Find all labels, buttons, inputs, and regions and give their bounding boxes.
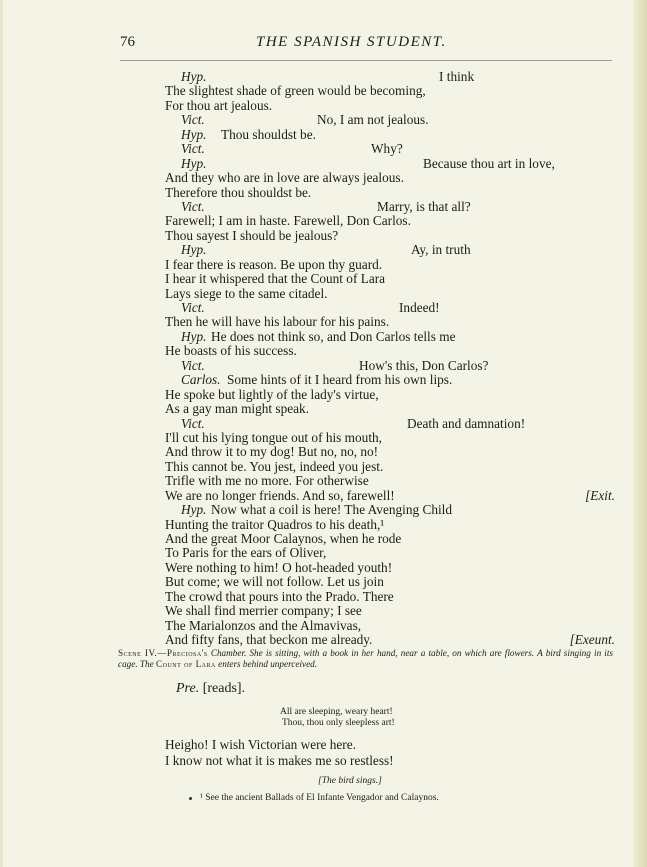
verse-text: We shall find merrier company; I see	[165, 603, 362, 619]
verse-line	[165, 272, 615, 286]
prose-block	[165, 737, 394, 769]
song-line: Thou, thou only sleepless art!	[282, 718, 395, 728]
verse-line	[165, 546, 615, 560]
verse-text: I'll cut his lying tongue out of his mouth,	[165, 429, 382, 445]
verse-text: I think	[439, 69, 475, 84]
stage-exit: [Exeunt.	[569, 632, 615, 648]
verse-line	[165, 243, 615, 257]
speaker-name: Vict.	[181, 141, 205, 157]
scene-description: Chamber. She is sitting, with a book in her hand, near a table, on which are flowers. A bird singing in its cage. The	[118, 648, 613, 669]
song-verse	[280, 707, 395, 729]
verse-line	[165, 402, 615, 416]
verse-text: Marry, is that all?	[377, 198, 471, 214]
verse-text: Indeed!	[399, 300, 440, 315]
verse-line	[165, 330, 615, 344]
speaker-name: Vict.	[181, 198, 205, 214]
verse-text: Some hints of it I heard from his own lips.	[227, 372, 453, 388]
verse-line	[165, 431, 615, 445]
verse-text: He does not think so, and Don Carlos tells me	[211, 328, 456, 344]
speaker-preciosa-reads	[176, 681, 245, 697]
verse-line	[165, 200, 615, 214]
scene-description-end: enters behind unperceived.	[215, 659, 318, 669]
verse-text: And fifty fans, that beckon me already.	[165, 632, 373, 648]
verse-line	[165, 503, 615, 517]
verse-text: For thou art jealous.	[165, 97, 273, 113]
verse-line	[165, 301, 615, 315]
verse-text: I fear there is reason. Be upon thy guard.	[165, 256, 383, 272]
speaker-action: [reads].	[202, 681, 246, 696]
verse-text: No, I am not jealous.	[317, 112, 429, 128]
verse-line	[165, 344, 615, 358]
speaker-name: Vict.	[181, 357, 205, 373]
verse-line	[165, 142, 615, 156]
verse-line	[165, 489, 615, 503]
verse-line	[165, 157, 615, 171]
verse-line	[165, 373, 615, 387]
verse-line	[165, 575, 615, 589]
verse-line	[165, 359, 615, 373]
verse-text: Ay, in truth	[411, 242, 471, 258]
speaker-name: Hyp.	[181, 69, 207, 84]
speaker-name: Vict.	[181, 300, 205, 315]
page-edge-left	[0, 0, 3, 867]
verse-line	[165, 287, 615, 301]
speaker-name: Vict.	[181, 112, 205, 128]
verse-text: We are no longer friends. And so, farewell!	[165, 487, 395, 503]
speaker-name: Hyp.	[181, 328, 207, 344]
scene-heading	[118, 648, 613, 670]
verse-line	[165, 84, 615, 98]
verse-line	[165, 315, 615, 329]
verse-text: Farewell; I am in haste. Farewell, Don Carlos.	[165, 213, 411, 229]
verse-line	[165, 99, 615, 113]
speaker-name: Hyp.	[181, 155, 207, 171]
verse-text: Now what a coil is here! The Avenging Child	[211, 502, 453, 518]
verse-line	[165, 561, 615, 575]
scene-character: Count of Lara	[156, 659, 216, 669]
verse-line	[165, 532, 615, 546]
speaker-name: Hyp.	[181, 502, 207, 518]
verse-line	[165, 214, 615, 228]
verse-text: Death and damnation!	[407, 415, 526, 431]
verse-text: Thou sayest I should be jealous?	[165, 227, 339, 243]
verse-text: Why?	[371, 141, 403, 157]
verse-text: And they who are in love are always jealous.	[165, 170, 404, 186]
header-rule	[120, 60, 612, 61]
verse-line	[165, 460, 615, 474]
speaker-name: Pre.	[176, 681, 200, 696]
verse-text: Therefore thou shouldst be.	[165, 184, 312, 200]
verse-line	[165, 171, 615, 185]
prose-line: I know not what it is makes me so restless!	[165, 753, 394, 768]
verse-text: Trifle with me no more. For otherwise	[165, 473, 369, 489]
verse-text: Then he will have his labour for his pains.	[165, 314, 390, 330]
verse-line	[165, 590, 615, 604]
verse-line	[165, 633, 615, 647]
verse-line	[165, 474, 615, 488]
verse-line	[165, 113, 615, 127]
speaker-name: Vict.	[181, 415, 205, 431]
verse-text: And throw it to my dog! But no, no, no!	[165, 444, 379, 460]
verse-text: Lays siege to the same citadel.	[165, 285, 328, 301]
verse-text: And the great Moor Calaynos, when he rode	[165, 531, 402, 546]
verse-block	[165, 70, 615, 648]
verse-text: Thou shouldst be.	[221, 126, 316, 142]
verse-line	[165, 417, 615, 431]
verse-line	[165, 518, 615, 532]
verse-text: How's this, Don Carlos?	[359, 357, 489, 373]
page-header	[120, 34, 610, 54]
verse-line	[165, 258, 615, 272]
verse-line	[165, 229, 615, 243]
song-line: All are sleeping, weary heart!	[280, 707, 393, 717]
verse-text: But come; we will not follow. Let us join	[165, 574, 384, 590]
prose-line: Heigho! I wish Victorian were here.	[165, 737, 356, 752]
verse-text: I hear it whispered that the Count of Lara	[165, 271, 386, 287]
verse-line	[165, 186, 615, 200]
scene-number: Scene IV.—Preciosa's	[118, 648, 208, 658]
speaker-name: Hyp.	[181, 126, 207, 142]
verse-text: The crowd that pours into the Prado. There	[165, 588, 394, 604]
verse-line	[165, 445, 615, 459]
verse-text: He spoke but lightly of the lady's virtue,	[165, 386, 379, 402]
page-edge-right	[633, 0, 647, 867]
stage-exit: [Exit.	[585, 487, 615, 503]
ink-speck	[189, 797, 192, 800]
verse-line	[165, 619, 615, 633]
verse-text: To Paris for the ears of Oliver,	[165, 545, 327, 561]
page-number: 76	[120, 34, 135, 50]
verse-line	[165, 388, 615, 402]
stage-direction: [The bird sings.]	[318, 776, 382, 786]
footnote: ¹ See the ancient Ballads of El Infante Vengador and Calaynos.	[200, 793, 439, 803]
verse-text: The slightest shade of green would be becoming,	[165, 83, 426, 99]
verse-text: He boasts of his success.	[165, 343, 297, 359]
speaker-name: Carlos.	[181, 372, 221, 388]
running-head: THE SPANISH STUDENT.	[256, 34, 447, 50]
verse-text: Hunting the traitor Quadros to his death,¹	[165, 516, 385, 532]
verse-text: This cannot be. You jest, indeed you jest.	[165, 458, 384, 474]
verse-line	[165, 70, 615, 84]
verse-line	[165, 128, 615, 142]
speaker-name: Hyp.	[181, 242, 207, 258]
verse-text: The Marialonzos and the Almavivas,	[165, 617, 362, 633]
verse-text: Because thou art in love,	[423, 155, 555, 171]
verse-text: As a gay man might speak.	[165, 401, 310, 417]
verse-text: Were nothing to him! O hot-headed youth!	[165, 559, 393, 575]
verse-line	[165, 604, 615, 618]
